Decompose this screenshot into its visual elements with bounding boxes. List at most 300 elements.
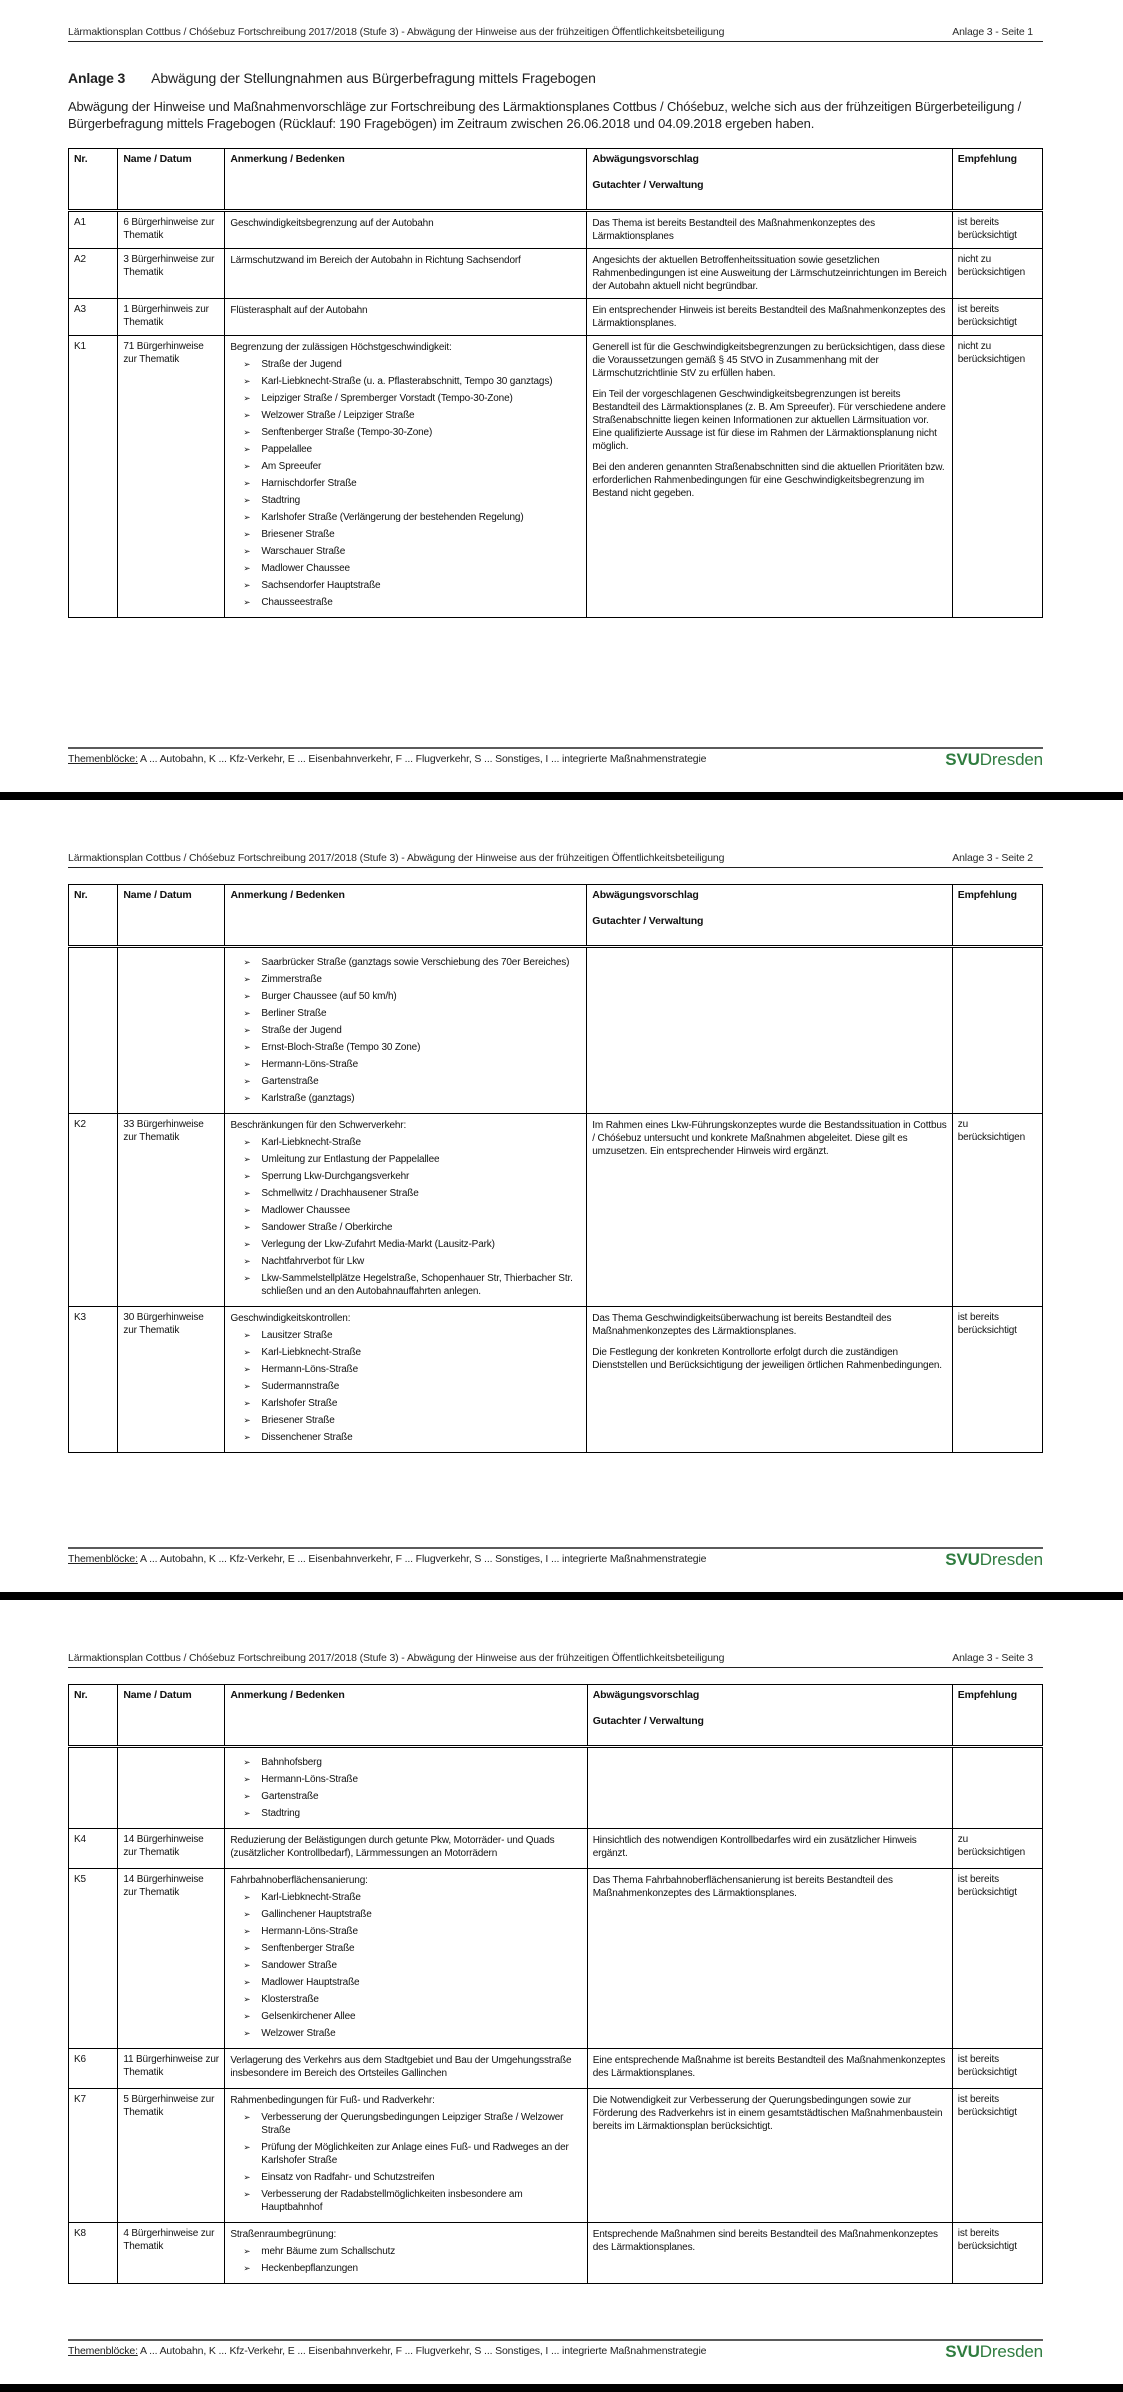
table-body xyxy=(69,947,1043,1453)
page-footer xyxy=(68,1547,1043,1568)
table-row xyxy=(69,336,1043,618)
row-empfehlung-cell: ist bereits berücksichtigt xyxy=(952,211,1042,249)
bullet-text: Karl-Liebknecht-Straße xyxy=(261,1892,361,1903)
bullet-item xyxy=(243,1007,581,1020)
bullet-item xyxy=(243,1136,581,1149)
arrow-bullet-icon: ➢ xyxy=(243,427,251,438)
arrow-bullet-icon: ➢ xyxy=(243,1222,251,1232)
row-name-datum-cell: 11 Bürgerhinweise zur Thematik xyxy=(118,2049,225,2089)
bullet-text: Lausitzer Straße xyxy=(261,1330,333,1341)
bullet-text: Harnischdorfer Straße xyxy=(261,478,357,490)
bullet-item xyxy=(243,409,581,422)
bullet-item xyxy=(243,562,581,575)
col-header-empfehlung: Empfehlung xyxy=(952,149,1042,211)
bullet-text: Lkw-Sammelstellplätze Hegelstraße, Schopenhauer Str, Thierbacher Str. schließen und an den Autobahnauffahrten anlegen. xyxy=(261,1273,573,1297)
row-anmerkung-cell xyxy=(225,2049,587,2089)
arrow-bullet-icon: ➢ xyxy=(243,512,251,523)
row-nr-cell: A3 xyxy=(69,299,118,336)
table-row xyxy=(69,2089,1043,2223)
arrow-bullet-icon: ➢ xyxy=(243,1025,251,1035)
bullet-item xyxy=(243,2141,581,2167)
bullet-item xyxy=(243,2111,581,2137)
row-name-datum-cell: 14 Bürgerhinweise zur Thematik xyxy=(118,1829,225,1869)
themenbloecke-label: Themenblöcke: xyxy=(68,2345,138,2357)
bullet-item xyxy=(243,528,581,541)
bullet-text: Hermann-Löns-Straße xyxy=(261,1926,358,1937)
bullet-item xyxy=(243,2010,581,2023)
row-nr-cell: K5 xyxy=(69,1869,118,2049)
bullet-item xyxy=(243,1170,581,1183)
remark-intro-text: Flüsterasphalt auf der Autobahn xyxy=(230,305,368,317)
row-nr-cell xyxy=(69,1747,118,1829)
bullet-item xyxy=(243,1925,581,1938)
bullet-item xyxy=(243,511,581,524)
bullet-item xyxy=(243,2188,581,2214)
bullet-text: Ernst-Bloch-Straße (Tempo 30 Zone) xyxy=(261,1042,421,1053)
row-abwaegungsvorschlag-cell xyxy=(587,1869,952,2049)
col-header-abwaegung-line2: Gutachter / Verwaltung xyxy=(592,178,704,191)
remark-intro-text: Straßenraumbegrünung: xyxy=(230,2229,337,2240)
bullet-item xyxy=(243,2171,581,2184)
row-abwaegungsvorschlag-cell xyxy=(587,211,952,249)
row-anmerkung-cell xyxy=(225,211,587,249)
row-nr-cell: K2 xyxy=(69,1114,118,1307)
bullet-text: Dissenchener Straße xyxy=(261,1432,353,1443)
bullet-item xyxy=(243,1024,581,1037)
bullet-text: Briesener Straße xyxy=(261,1415,335,1426)
arrow-bullet-icon: ➢ xyxy=(243,359,251,370)
page-number-label: Anlage 3 - Seite 1 xyxy=(952,26,1033,38)
logo-dresden-text: Dresden xyxy=(979,750,1043,769)
row-nr-cell: K6 xyxy=(69,2049,118,2089)
page-number-label: Anlage 3 - Seite 3 xyxy=(952,1652,1033,1664)
bullet-item xyxy=(243,477,581,490)
page-number-label: Anlage 3 - Seite 2 xyxy=(952,852,1033,864)
bullet-text: Sandower Straße / Oberkirche xyxy=(261,1222,393,1233)
arrow-bullet-icon: ➢ xyxy=(243,1415,251,1425)
bullet-text: Sachsendorfer Hauptstraße xyxy=(261,580,381,592)
bullet-item xyxy=(243,1397,581,1410)
logo-svu-text: SVU xyxy=(945,2342,980,2361)
proposal-paragraph: Das Thema ist bereits Bestandteil des Maßnahmenkonzeptes des Lärmaktionsplanes xyxy=(592,218,875,243)
annex-label: Anlage 3 xyxy=(68,70,126,86)
bullet-item xyxy=(243,2027,581,2040)
themenbloecke-text: A ... Autobahn, K ... Kfz-Verkehr, E ... Eisenbahnverkehr, F ... Flugverkehr, S ... Sonstiges, I ... integrierte Maßnahmenstrategie xyxy=(137,753,707,765)
bullet-text: Warschauer Straße xyxy=(261,546,346,558)
proposal-paragraph: Ein Teil der vorgeschlagenen Geschwindigkeitsbegrenzungen ist bereits Bestandteil des Lärmaktionsplanes (z. B. Am Spreeufer). Für verschiedene andere Straßenabschnitte liegen keinen Informationen zur aktuellen Lärmsituation vor. Eine qualifizierte Aussage ist für diese im Rahmen der Lärmaktionsplanung nicht möglich. xyxy=(592,389,946,453)
arrow-bullet-icon: ➢ xyxy=(243,1791,251,1801)
arrow-bullet-icon: ➢ xyxy=(243,444,251,455)
col-header-abwaegungsvorschlag xyxy=(587,149,952,211)
col-header-abwaegungsvorschlag xyxy=(587,885,953,947)
proposal-paragraph: Eine entsprechende Maßnahme ist bereits Bestandteil des Maßnahmenkonzeptes des Lärmaktionsplanes. xyxy=(592,2055,946,2079)
bullet-text: Heckenbepflanzungen xyxy=(261,2263,358,2274)
col-header-anmerkung: Anmerkung / Bedenken xyxy=(225,1685,587,1747)
bullet-text: Stadtring xyxy=(261,495,301,507)
arrow-bullet-icon: ➢ xyxy=(243,1432,251,1442)
row-anmerkung-cell xyxy=(225,1114,587,1307)
row-empfehlung-cell: ist bereits berücksichtigt xyxy=(952,2049,1042,2089)
bullet-item xyxy=(243,1431,581,1444)
bullet-text: Karl-Liebknecht-Straße (u. a. Pflasterabschnitt, Tempo 30 ganztags) xyxy=(261,376,553,388)
col-header-abwaegungsvorschlag xyxy=(587,1685,952,1747)
document-page-1 xyxy=(0,0,1123,792)
bullet-text: Hermann-Löns-Straße xyxy=(261,1364,359,1375)
bullet-item xyxy=(243,375,581,388)
table-row xyxy=(69,299,1043,336)
row-name-datum-cell: 3 Bürgerhinweise zur Thematik xyxy=(118,249,225,299)
bullet-item xyxy=(243,1414,581,1427)
col-header-name-datum: Name / Datum xyxy=(118,1685,225,1747)
bullet-item xyxy=(243,1380,581,1393)
themenbloecke-legend xyxy=(68,2345,706,2357)
arrow-bullet-icon: ➢ xyxy=(243,1381,251,1391)
bullet-text: Saarbrücker Straße (ganztags sowie Verschiebung des 70er Bereiches) xyxy=(261,957,570,968)
arrow-bullet-icon: ➢ xyxy=(243,393,251,404)
bullet-text: Sandower Straße xyxy=(261,1960,337,1971)
arrow-bullet-icon: ➢ xyxy=(243,2189,251,2199)
document-title: Lärmaktionsplan Cottbus / Chóśebuz Fortschreibung 2017/2018 (Stufe 3) - Abwägung der Hinweise aus der frühzeitigen Öffentlichkeitsbeteiligung xyxy=(68,852,725,864)
bullet-text: Madlower Chaussee xyxy=(261,1205,351,1216)
arrow-bullet-icon: ➢ xyxy=(243,410,251,421)
row-abwaegungsvorschlag-cell xyxy=(587,1747,952,1829)
row-empfehlung-cell: ist bereits berücksichtigt xyxy=(952,299,1042,336)
arrow-bullet-icon: ➢ xyxy=(243,1892,251,1902)
remark-intro-text: Geschwindigkeitsbegrenzung auf der Autobahn xyxy=(230,218,434,230)
proposal-paragraph: Im Rahmen eines Lkw-Führungskonzeptes wurde die Bestandssituation in Cottbus / Chóśebuz untersucht und konkrete Maßnahmen abgeleitet. Diese gilt es umzusetzen. Ein entsprechender Hinweis wird ergänzt. xyxy=(592,1120,947,1157)
bullet-text: Schmellwitz / Drachhausener Straße xyxy=(261,1188,419,1199)
arrow-bullet-icon: ➢ xyxy=(243,2112,251,2122)
bullet-item xyxy=(243,1773,581,1786)
table-header-row xyxy=(69,885,1043,947)
logo-dresden-text: Dresden xyxy=(979,2342,1043,2361)
arrow-bullet-icon: ➢ xyxy=(243,991,251,1001)
bullet-item xyxy=(243,1255,581,1268)
row-empfehlung-cell: nicht zu berücksichtigen xyxy=(952,249,1042,299)
row-nr-cell: K7 xyxy=(69,2089,118,2223)
col-header-empfehlung: Empfehlung xyxy=(952,1685,1042,1747)
row-abwaegungsvorschlag-cell xyxy=(587,2223,952,2284)
abwaegung-table xyxy=(68,884,1043,1453)
arrow-bullet-icon: ➢ xyxy=(243,1076,251,1086)
bullet-item xyxy=(243,1204,581,1217)
arrow-bullet-icon: ➢ xyxy=(243,1059,251,1069)
bullet-item xyxy=(243,392,581,405)
arrow-bullet-icon: ➢ xyxy=(243,957,251,967)
arrow-bullet-icon: ➢ xyxy=(243,1239,251,1249)
themenbloecke-legend xyxy=(68,753,706,765)
bullet-text: Zimmerstraße xyxy=(261,974,322,985)
arrow-bullet-icon: ➢ xyxy=(243,1093,251,1103)
bullet-text: Madlower Chaussee xyxy=(261,563,350,575)
row-empfehlung-cell: zu berücksichtigen xyxy=(952,1114,1042,1307)
bullet-text: Gelsenkirchener Allee xyxy=(261,2011,356,2022)
row-empfehlung-cell xyxy=(952,1747,1042,1829)
page-separator-bar xyxy=(0,1592,1123,1600)
bullet-text: mehr Bäume zum Schallschutz xyxy=(261,2246,396,2257)
abwaegung-table xyxy=(68,148,1043,618)
arrow-bullet-icon: ➢ xyxy=(243,376,251,387)
row-nr-cell: A1 xyxy=(69,211,118,249)
bullet-text: Gallinchener Hauptstraße xyxy=(261,1909,372,1920)
col-header-nr: Nr. xyxy=(69,149,118,211)
bullet-item xyxy=(243,1346,581,1359)
bullet-text: Am Spreeufer xyxy=(261,461,322,473)
arrow-bullet-icon: ➢ xyxy=(243,495,251,506)
bullet-item xyxy=(243,358,581,371)
remark-intro-text: Geschwindigkeitskontrollen: xyxy=(230,1313,351,1324)
remark-intro-text: Reduzierung der Belästigungen durch getunte Pkw, Motorräder- und Quads (zusätzlicher Kontrollbedarf), Lärmmessungen an Motorrädern xyxy=(230,1835,555,1859)
themenbloecke-label: Themenblöcke: xyxy=(68,1553,138,1565)
row-abwaegungsvorschlag-cell xyxy=(587,1829,952,1869)
row-name-datum-cell: 71 Bürgerhinweise zur Thematik xyxy=(118,336,225,618)
row-anmerkung-cell xyxy=(225,249,587,299)
bullet-item xyxy=(243,1363,581,1376)
bullet-item xyxy=(243,1221,581,1234)
row-nr-cell: K3 xyxy=(69,1307,118,1453)
bullet-text: Karl-Liebknecht-Straße xyxy=(261,1347,361,1358)
arrow-bullet-icon: ➢ xyxy=(243,1256,251,1266)
row-anmerkung-cell xyxy=(225,947,587,1114)
bullet-text: Einsatz von Radfahr- und Schutzstreifen xyxy=(261,2172,435,2183)
arrow-bullet-icon: ➢ xyxy=(243,478,251,489)
arrow-bullet-icon: ➢ xyxy=(243,580,251,591)
table-row xyxy=(69,1829,1043,1869)
bullet-item xyxy=(243,1807,581,1820)
col-header-abwaegung-line2: Gutachter / Verwaltung xyxy=(592,914,704,927)
bullet-text: Hermann-Löns-Straße xyxy=(261,1774,358,1785)
bullet-text: Gartenstraße xyxy=(261,1791,319,1802)
arrow-bullet-icon: ➢ xyxy=(243,546,251,557)
proposal-paragraph: Bei den anderen genannten Straßenabschnitten sind die aktuellen Prioritäten bzw. erforderlichen Rahmenbedingungen für eine Geschwindigkeitsbegrenzung im Bestand nicht gegeben. xyxy=(592,462,945,500)
logo-dresden-text: Dresden xyxy=(979,1550,1043,1569)
row-abwaegungsvorschlag-cell xyxy=(587,299,952,336)
row-anmerkung-cell xyxy=(225,299,587,336)
arrow-bullet-icon: ➢ xyxy=(243,2011,251,2021)
bullet-text: Straße der Jugend xyxy=(261,1025,342,1036)
arrow-bullet-icon: ➢ xyxy=(243,597,251,608)
page-separator-bar xyxy=(0,792,1123,800)
arrow-bullet-icon: ➢ xyxy=(243,461,251,472)
arrow-bullet-icon: ➢ xyxy=(243,1008,251,1018)
arrow-bullet-icon: ➢ xyxy=(243,1330,251,1340)
row-anmerkung-cell xyxy=(225,2089,587,2223)
row-name-datum-cell: 6 Bürgerhinweise zur Thematik xyxy=(118,211,225,249)
bullet-text: Karlshofer Straße xyxy=(261,1398,338,1409)
row-name-datum-cell: 14 Bürgerhinweise zur Thematik xyxy=(118,1869,225,2049)
col-header-anmerkung: Anmerkung / Bedenken xyxy=(225,149,587,211)
bullet-item xyxy=(243,1891,581,1904)
svu-dresden-logo xyxy=(945,2343,1043,2360)
bullet-item xyxy=(243,426,581,439)
remark-intro-text: Begrenzung der zulässigen Höchstgeschwindigkeit: xyxy=(230,342,452,354)
logo-svu-text: SVU xyxy=(945,1550,980,1569)
bullet-item xyxy=(243,1959,581,1972)
document-title: Lärmaktionsplan Cottbus / Chóśebuz Fortschreibung 2017/2018 (Stufe 3) - Abwägung der Hinweise aus der frühzeitigen Öffentlichkeitsbeteiligung xyxy=(68,26,725,38)
table-header-row xyxy=(69,1685,1043,1747)
row-anmerkung-cell xyxy=(225,2223,587,2284)
themenbloecke-label: Themenblöcke: xyxy=(68,753,138,765)
row-abwaegungsvorschlag-cell xyxy=(587,947,953,1114)
bullet-item xyxy=(243,1153,581,1166)
proposal-paragraph: Generell ist für die Geschwindigkeitsbegrenzungen zu berücksichtigen, dass diese die Voraussetzungen gemäß § 45 StVO in Zusammenhang mit der Lärmschutzrichtlinie StV zu erfüllen haben. xyxy=(592,342,945,380)
bullet-text: Burger Chaussee (auf 50 km/h) xyxy=(261,991,397,1002)
page-header xyxy=(68,1652,1043,1668)
col-header-name-datum: Name / Datum xyxy=(118,885,225,947)
row-nr-cell xyxy=(69,947,118,1114)
bullet-text: Hermann-Löns-Straße xyxy=(261,1059,359,1070)
section-heading xyxy=(68,70,1043,86)
bullet-text: Prüfung der Möglichkeiten zur Anlage eines Fuß- und Radweges an der Karlshofer Straße xyxy=(261,2142,569,2166)
bullet-item xyxy=(243,1908,581,1921)
row-empfehlung-cell: zu berücksichtigen xyxy=(952,1829,1042,1869)
row-abwaegungsvorschlag-cell xyxy=(587,2089,952,2223)
proposal-paragraph: Das Thema Fahrbahnoberflächensanierung ist bereits Bestandteil des Maßnahmenkonzeptes des Lärmaktionsplanes. xyxy=(592,1875,893,1899)
col-header-empfehlung: Empfehlung xyxy=(952,885,1042,947)
bullet-text: Pappelallee xyxy=(261,444,312,456)
bullet-item xyxy=(243,1790,581,1803)
remark-intro-text: Verlagerung des Verkehrs aus dem Stadtgebiet und Bau der Umgehungsstraße insbesondere im Bereich des Ortsteiles Gallinchen xyxy=(230,2055,572,2079)
arrow-bullet-icon: ➢ xyxy=(243,1398,251,1408)
bullet-text: Straße der Jugend xyxy=(261,359,342,371)
bullet-item xyxy=(243,460,581,473)
table-row xyxy=(69,947,1043,1114)
arrow-bullet-icon: ➢ xyxy=(243,1994,251,2004)
row-empfehlung-cell: ist bereits berücksichtigt xyxy=(952,2223,1042,2284)
bullet-text: Verbesserung der Querungsbedingungen Leipziger Straße / Welzower Straße xyxy=(261,2112,564,2136)
arrow-bullet-icon: ➢ xyxy=(243,1943,251,1953)
document-title: Lärmaktionsplan Cottbus / Chóśebuz Fortschreibung 2017/2018 (Stufe 3) - Abwägung der Hinweise aus der frühzeitigen Öffentlichkeitsbeteiligung xyxy=(68,1652,725,1664)
bullet-item xyxy=(243,1756,581,1769)
bullet-text: Welzower Straße / Leipziger Straße xyxy=(261,410,415,422)
col-header-abwaegung-line1: Abwägungsvorschlag xyxy=(592,1689,700,1701)
bullet-text: Gartenstraße xyxy=(261,1076,319,1087)
bullet-text: Leipziger Straße / Spremberger Vorstadt (Tempo-30-Zone) xyxy=(261,393,513,405)
col-header-abwaegung-line1: Abwägungsvorschlag xyxy=(592,153,699,166)
row-empfehlung-cell: ist bereits berücksichtigt xyxy=(952,1869,1042,2049)
arrow-bullet-icon: ➢ xyxy=(243,2142,251,2152)
arrow-bullet-icon: ➢ xyxy=(243,1757,251,1767)
row-nr-cell: K4 xyxy=(69,1829,118,1869)
themenbloecke-legend xyxy=(68,1553,706,1565)
table-row xyxy=(69,1869,1043,2049)
themenbloecke-text: A ... Autobahn, K ... Kfz-Verkehr, E ... Eisenbahnverkehr, F ... Flugverkehr, S ... Sonstiges, I ... integrierte Maßnahmenstrategie xyxy=(137,1553,707,1565)
bullet-item xyxy=(243,1092,581,1105)
table-row xyxy=(69,2049,1043,2089)
arrow-bullet-icon: ➢ xyxy=(243,1205,251,1215)
row-name-datum-cell: 5 Bürgerhinweise zur Thematik xyxy=(118,2089,225,2223)
row-abwaegungsvorschlag-cell xyxy=(587,1307,953,1453)
arrow-bullet-icon: ➢ xyxy=(243,1188,251,1198)
bullet-item xyxy=(243,990,581,1003)
arrow-bullet-icon: ➢ xyxy=(243,1977,251,1987)
bullet-text: Sperrung Lkw-Durchgangsverkehr xyxy=(261,1171,410,1182)
logo-svu-text: SVU xyxy=(945,750,980,769)
bullet-text: Verlegung der Lkw-Zufahrt Media-Markt (Lausitz-Park) xyxy=(261,1239,495,1250)
row-anmerkung-cell xyxy=(225,1307,587,1453)
bullet-text: Stadtring xyxy=(261,1808,300,1819)
proposal-paragraph: Die Notwendigkeit zur Verbesserung der Querungsbedingungen sowie zur Förderung des Radverkehrs ist in einem gesamtstädtischen Maßnahmenbaustein bereits im Lärmaktionsplan berücksichtigt. xyxy=(592,2095,943,2132)
table-body xyxy=(69,211,1043,618)
bullet-text: Welzower Straße xyxy=(261,2028,336,2039)
bullet-text: Briesener Straße xyxy=(261,529,335,541)
arrow-bullet-icon: ➢ xyxy=(243,1273,251,1283)
row-anmerkung-cell xyxy=(225,1869,587,2049)
row-name-datum-cell: 33 Bürgerhinweise zur Thematik xyxy=(118,1114,225,1307)
arrow-bullet-icon: ➢ xyxy=(243,2028,251,2038)
bullet-item xyxy=(243,956,581,969)
page-separator-bar xyxy=(0,2384,1123,2392)
arrow-bullet-icon: ➢ xyxy=(243,1960,251,1970)
table-header-row xyxy=(69,149,1043,211)
bullet-item xyxy=(243,1993,581,2006)
table-body xyxy=(69,1747,1043,2284)
table-row xyxy=(69,1307,1043,1453)
bullet-text: Senftenberger Straße xyxy=(261,1943,355,1954)
bullet-text: Klosterstraße xyxy=(261,1994,319,2005)
bullet-item xyxy=(243,545,581,558)
bullet-item xyxy=(243,2245,581,2258)
arrow-bullet-icon: ➢ xyxy=(243,1808,251,1818)
bullet-item xyxy=(243,1041,581,1054)
arrow-bullet-icon: ➢ xyxy=(243,529,251,540)
svu-dresden-logo xyxy=(945,751,1043,768)
table-row xyxy=(69,2223,1043,2284)
bullet-item xyxy=(243,1058,581,1071)
bullet-item xyxy=(243,1329,581,1342)
bullet-item xyxy=(243,973,581,986)
bullet-text: Karlstraße (ganztags) xyxy=(261,1093,355,1104)
svu-dresden-logo xyxy=(945,1551,1043,1568)
arrow-bullet-icon: ➢ xyxy=(243,1774,251,1784)
page-header xyxy=(68,26,1043,42)
page-header xyxy=(68,852,1043,868)
row-nr-cell: K1 xyxy=(69,336,118,618)
abwaegung-table xyxy=(68,1684,1043,2284)
row-empfehlung-cell xyxy=(952,947,1042,1114)
remark-intro-text: Lärmschutzwand im Bereich der Autobahn in Richtung Sachsendorf xyxy=(230,255,521,267)
themenbloecke-text: A ... Autobahn, K ... Kfz-Verkehr, E ... Eisenbahnverkehr, F ... Flugverkehr, S ... Sonstiges, I ... integrierte Maßnahmenstrategie xyxy=(137,2345,707,2357)
bullet-text: Karl-Liebknecht-Straße xyxy=(261,1137,361,1148)
page-footer xyxy=(68,747,1043,768)
col-header-abwaegung-line2: Gutachter / Verwaltung xyxy=(592,1714,704,1727)
bullet-text: Bahnhofsberg xyxy=(261,1757,322,1768)
col-header-anmerkung: Anmerkung / Bedenken xyxy=(225,885,587,947)
table-row xyxy=(69,211,1043,249)
table-row xyxy=(69,1114,1043,1307)
arrow-bullet-icon: ➢ xyxy=(243,2263,251,2273)
row-empfehlung-cell: ist bereits berücksichtigt xyxy=(952,2089,1042,2223)
bullet-text: Umleitung zur Entlastung der Pappelallee xyxy=(261,1154,440,1165)
row-name-datum-cell xyxy=(118,947,225,1114)
bullet-text: Chausseestraße xyxy=(261,597,333,609)
annex-title: Abwägung der Stellungnahmen aus Bürgerbefragung mittels Fragebogen xyxy=(151,70,596,86)
table-row xyxy=(69,1747,1043,1829)
arrow-bullet-icon: ➢ xyxy=(243,1171,251,1181)
bullet-item xyxy=(243,596,581,609)
page-footer xyxy=(68,2339,1043,2360)
bullet-text: Berliner Straße xyxy=(261,1008,327,1019)
proposal-paragraph: Entsprechende Maßnahmen sind bereits Bestandteil des Maßnahmenkonzeptes des Lärmaktionsplanes. xyxy=(592,2229,938,2253)
bullet-item xyxy=(243,1238,581,1251)
arrow-bullet-icon: ➢ xyxy=(243,1926,251,1936)
arrow-bullet-icon: ➢ xyxy=(243,563,251,574)
remark-intro-text: Fahrbahnoberflächensanierung: xyxy=(230,1875,368,1886)
bullet-item xyxy=(243,443,581,456)
row-abwaegungsvorschlag-cell xyxy=(587,2049,952,2089)
row-abwaegungsvorschlag-cell xyxy=(587,1114,953,1307)
remark-intro-text: Rahmenbedingungen für Fuß- und Radverkehr: xyxy=(230,2095,435,2106)
